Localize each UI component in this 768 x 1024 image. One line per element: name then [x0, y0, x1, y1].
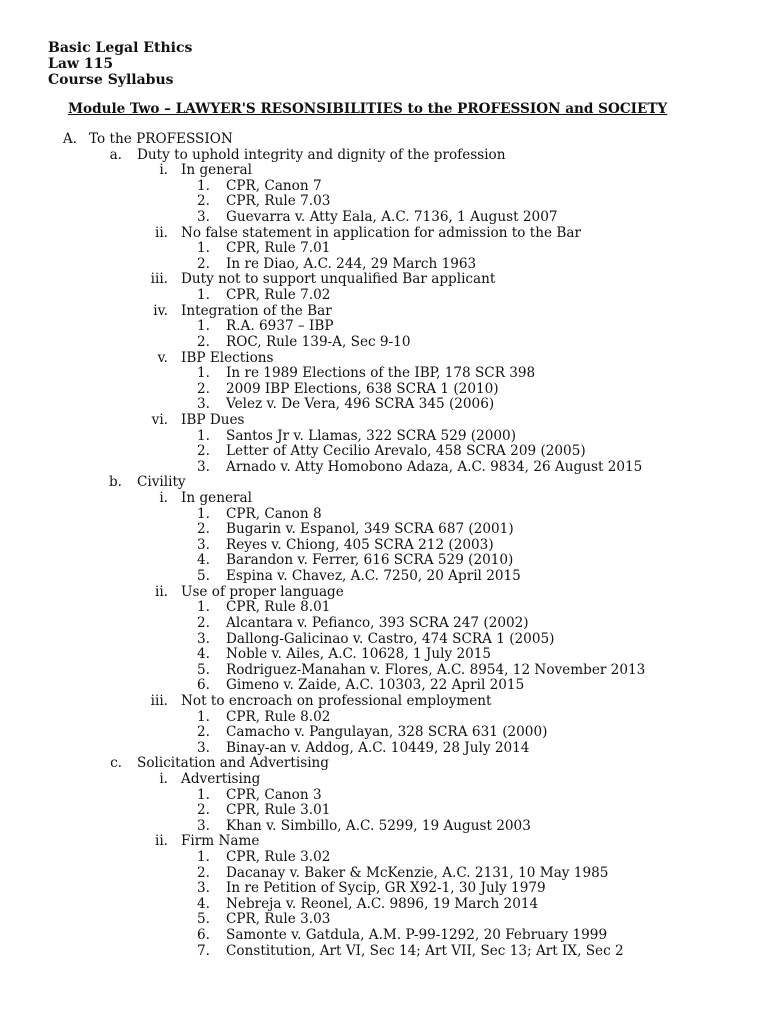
outline-text: Dacanay v. Baker & McKenzie, A.C. 2131, 10 May 1985	[226, 864, 609, 881]
outline-item-level-4	[0, 241, 768, 257]
outline-marker: 2.	[197, 193, 210, 210]
outline-marker: 5.	[197, 911, 210, 928]
outline-text: CPR, Canon 3	[226, 786, 322, 803]
outline-text: Khan v. Simbillo, A.C. 5299, 19 August 2003	[226, 817, 531, 834]
outline-marker: 3.	[197, 209, 210, 226]
outline-text: Reyes v. Chiong, 405 SCRA 212 (2003)	[226, 536, 494, 553]
outline-item-level-4	[0, 429, 768, 445]
outline-text: Integration of the Bar	[181, 302, 332, 319]
outline-text: Binay-an v. Addog, A.C. 10449, 28 July 2014	[226, 739, 530, 756]
outline-marker: ii.	[154, 224, 168, 241]
outline-marker: 1.	[197, 427, 210, 444]
outline-text: Barandon v. Ferrer, 616 SCRA 529 (2010)	[226, 552, 514, 569]
outline-item-level-3	[0, 491, 768, 507]
syllabus-outline	[0, 132, 768, 959]
outline-marker: 2.	[197, 380, 210, 397]
outline-text: IBP Dues	[181, 411, 245, 428]
outline-marker: c.	[110, 755, 122, 772]
outline-marker: 4.	[197, 646, 210, 663]
outline-marker: 1.	[197, 708, 210, 725]
outline-text: Constitution, Art VI, Sec 14; Art VII, Sec 13; Art IX, Sec 2	[226, 942, 624, 959]
outline-text: Noble v. Ailes, A.C. 10628, 1 July 2015	[226, 646, 492, 663]
outline-marker: 3.	[197, 880, 210, 897]
outline-item-level-4	[0, 803, 768, 819]
outline-marker: 2.	[197, 255, 210, 272]
outline-marker: 1.	[197, 505, 210, 522]
outline-item-level-4	[0, 257, 768, 273]
outline-text: CPR, Rule 3.03	[226, 911, 331, 928]
outline-item-level-3	[0, 585, 768, 601]
outline-marker: 3.	[197, 630, 210, 647]
outline-item-level-4	[0, 553, 768, 569]
outline-item-level-4	[0, 866, 768, 882]
outline-item-level-4	[0, 444, 768, 460]
outline-text: CPR, Rule 3.01	[226, 802, 331, 819]
course-name: Basic Legal Ethics	[48, 40, 193, 56]
outline-text: Bugarin v. Espanol, 349 SCRA 687 (2001)	[226, 521, 514, 538]
outline-item-level-1	[0, 132, 768, 148]
outline-text: CPR, Canon 7	[226, 177, 322, 194]
outline-text: In re Diao, A.C. 244, 29 March 1963	[226, 255, 477, 272]
outline-marker: 4.	[197, 895, 210, 912]
outline-item-level-3	[0, 772, 768, 788]
outline-text: Solicitation and Advertising	[137, 755, 330, 772]
outline-text: Guevarra v. Atty Eala, A.C. 7136, 1 August 2007	[226, 209, 558, 226]
outline-text: Alcantara v. Pefianco, 393 SCRA 247 (2002)	[226, 614, 529, 631]
outline-marker: b.	[108, 474, 122, 491]
outline-marker: a.	[109, 146, 122, 163]
outline-text: R.A. 6937 – IBP	[226, 318, 334, 335]
outline-marker: 4.	[197, 552, 210, 569]
outline-text: CPR, Rule 7.03	[226, 193, 331, 210]
outline-text: CPR, Rule 7.01	[226, 240, 331, 257]
outline-marker: 2.	[197, 802, 210, 819]
outline-item-level-4	[0, 382, 768, 398]
outline-text: Duty not to support unqualified Bar applicant	[181, 271, 496, 288]
outline-item-level-4	[0, 944, 768, 960]
outline-item-level-4	[0, 288, 768, 304]
outline-item-level-4	[0, 397, 768, 413]
outline-item-level-4	[0, 741, 768, 757]
outline-marker: 2.	[197, 443, 210, 460]
outline-text: Camacho v. Pangulayan, 328 SCRA 631 (2000)	[226, 724, 548, 741]
outline-text: Gimeno v. Zaide, A.C. 10303, 22 April 2015	[226, 677, 525, 694]
outline-marker: 1.	[197, 599, 210, 616]
outline-text: CPR, Canon 8	[226, 505, 322, 522]
outline-item-level-4	[0, 928, 768, 944]
outline-item-level-4	[0, 366, 768, 382]
outline-marker: 6.	[197, 677, 210, 694]
outline-marker: 1.	[197, 786, 210, 803]
course-code: Law 115	[48, 56, 114, 72]
outline-item-level-4	[0, 319, 768, 335]
outline-item-level-4	[0, 819, 768, 835]
outline-marker: 3.	[197, 458, 210, 475]
outline-item-level-4	[0, 194, 768, 210]
outline-marker: i.	[159, 490, 168, 507]
outline-marker: 2.	[197, 333, 210, 350]
outline-item-level-4	[0, 210, 768, 226]
outline-item-level-3	[0, 834, 768, 850]
outline-marker: 1.	[197, 849, 210, 866]
outline-item-level-4	[0, 179, 768, 195]
outline-item-level-4	[0, 725, 768, 741]
outline-marker: 5.	[197, 661, 210, 678]
outline-marker: 1.	[197, 318, 210, 335]
outline-item-level-4	[0, 647, 768, 663]
outline-text: CPR, Rule 8.01	[226, 599, 331, 616]
outline-item-level-4	[0, 678, 768, 694]
outline-marker: v.	[157, 349, 168, 366]
outline-text: In general	[181, 162, 252, 179]
outline-marker: i.	[159, 162, 168, 179]
outline-marker: 3.	[197, 536, 210, 553]
module-title: Module Two – LAWYER'S RESONSIBILITIES to the PROFESSION and SOCIETY	[68, 101, 668, 117]
outline-item-level-3	[0, 413, 768, 429]
outline-marker: 1.	[197, 177, 210, 194]
outline-item-level-4	[0, 538, 768, 554]
outline-text: No false statement in application for admission to the Bar	[181, 224, 581, 241]
outline-item-level-4	[0, 569, 768, 585]
outline-item-level-4	[0, 912, 768, 928]
outline-text: Advertising	[181, 770, 261, 787]
outline-marker: ii.	[154, 833, 168, 850]
outline-item-level-4	[0, 663, 768, 679]
outline-text: IBP Elections	[181, 349, 274, 366]
outline-item-level-4	[0, 788, 768, 804]
outline-item-level-3	[0, 694, 768, 710]
outline-text: Not to encroach on professional employment	[181, 692, 492, 709]
outline-marker: 7.	[197, 942, 210, 959]
outline-marker: 3.	[197, 739, 210, 756]
outline-marker: 1.	[197, 365, 210, 382]
outline-marker: A.	[62, 131, 77, 147]
outline-marker: 2.	[197, 614, 210, 631]
document-type: Course Syllabus	[48, 72, 174, 88]
outline-text: To the PROFESSION	[89, 131, 233, 147]
outline-item-level-3	[0, 272, 768, 288]
outline-text: Duty to uphold integrity and dignity of the profession	[137, 146, 506, 163]
outline-text: CPR, Rule 7.02	[226, 287, 331, 304]
outline-item-level-3	[0, 163, 768, 179]
outline-item-level-3	[0, 304, 768, 320]
outline-marker: 6.	[197, 927, 210, 944]
outline-text: Use of proper language	[181, 583, 344, 600]
outline-text: Firm Name	[181, 833, 260, 850]
outline-item-level-2	[0, 475, 768, 491]
outline-text: In re 1989 Elections of the IBP, 178 SCR 398	[226, 365, 536, 382]
outline-item-level-4	[0, 335, 768, 351]
outline-marker: 3.	[197, 817, 210, 834]
outline-item-level-3	[0, 226, 768, 242]
outline-text: In re Petition of Sycip, GR X92-1, 30 July 1979	[226, 880, 546, 897]
outline-item-level-4	[0, 881, 768, 897]
outline-marker: iii.	[150, 692, 168, 709]
outline-marker: 3.	[197, 396, 210, 413]
outline-item-level-3	[0, 351, 768, 367]
outline-marker: 2.	[197, 521, 210, 538]
outline-text: Santos Jr v. Llamas, 322 SCRA 529 (2000)	[226, 427, 517, 444]
outline-text: 2009 IBP Elections, 638 SCRA 1 (2010)	[226, 380, 499, 397]
outline-text: CPR, Rule 3.02	[226, 849, 331, 866]
outline-item-level-4	[0, 522, 768, 538]
outline-item-level-4	[0, 897, 768, 913]
outline-item-level-4	[0, 850, 768, 866]
outline-marker: iv.	[153, 302, 168, 319]
outline-text: Samonte v. Gatdula, A.M. P-99-1292, 20 February 1999	[226, 927, 608, 944]
outline-text: Velez v. De Vera, 496 SCRA 345 (2006)	[226, 396, 495, 413]
outline-item-level-4	[0, 710, 768, 726]
outline-marker: 2.	[197, 864, 210, 881]
outline-text: Dallong-Galicinao v. Castro, 474 SCRA 1 (2005)	[226, 630, 555, 647]
outline-item-level-2	[0, 148, 768, 164]
outline-text: Espina v. Chavez, A.C. 7250, 20 April 2015	[226, 568, 521, 585]
outline-text: In general	[181, 490, 252, 507]
outline-marker: iii.	[150, 271, 168, 288]
outline-item-level-4	[0, 507, 768, 523]
outline-text: ROC, Rule 139-A, Sec 9-10	[226, 333, 411, 350]
outline-marker: vi.	[151, 411, 168, 428]
outline-marker: 1.	[197, 240, 210, 257]
outline-marker: 2.	[197, 724, 210, 741]
outline-text: Arnado v. Atty Homobono Adaza, A.C. 9834, 26 August 2015	[226, 458, 643, 475]
outline-text: Nebreja v. Reonel, A.C. 9896, 19 March 2014	[226, 895, 539, 912]
outline-item-level-2	[0, 756, 768, 772]
outline-marker: ii.	[154, 583, 168, 600]
outline-text: Rodriguez-Manahan v. Flores, A.C. 8954, 12 November 2013	[226, 661, 646, 678]
outline-item-level-4	[0, 460, 768, 476]
outline-marker: i.	[159, 770, 168, 787]
outline-text: Civility	[137, 474, 186, 491]
outline-item-level-4	[0, 616, 768, 632]
outline-text: CPR, Rule 8.02	[226, 708, 331, 725]
outline-item-level-4	[0, 632, 768, 648]
outline-item-level-4	[0, 600, 768, 616]
outline-marker: 1.	[197, 287, 210, 304]
outline-text: Letter of Atty Cecilio Arevalo, 458 SCRA 209 (2005)	[226, 443, 586, 460]
outline-marker: 5.	[197, 568, 210, 585]
